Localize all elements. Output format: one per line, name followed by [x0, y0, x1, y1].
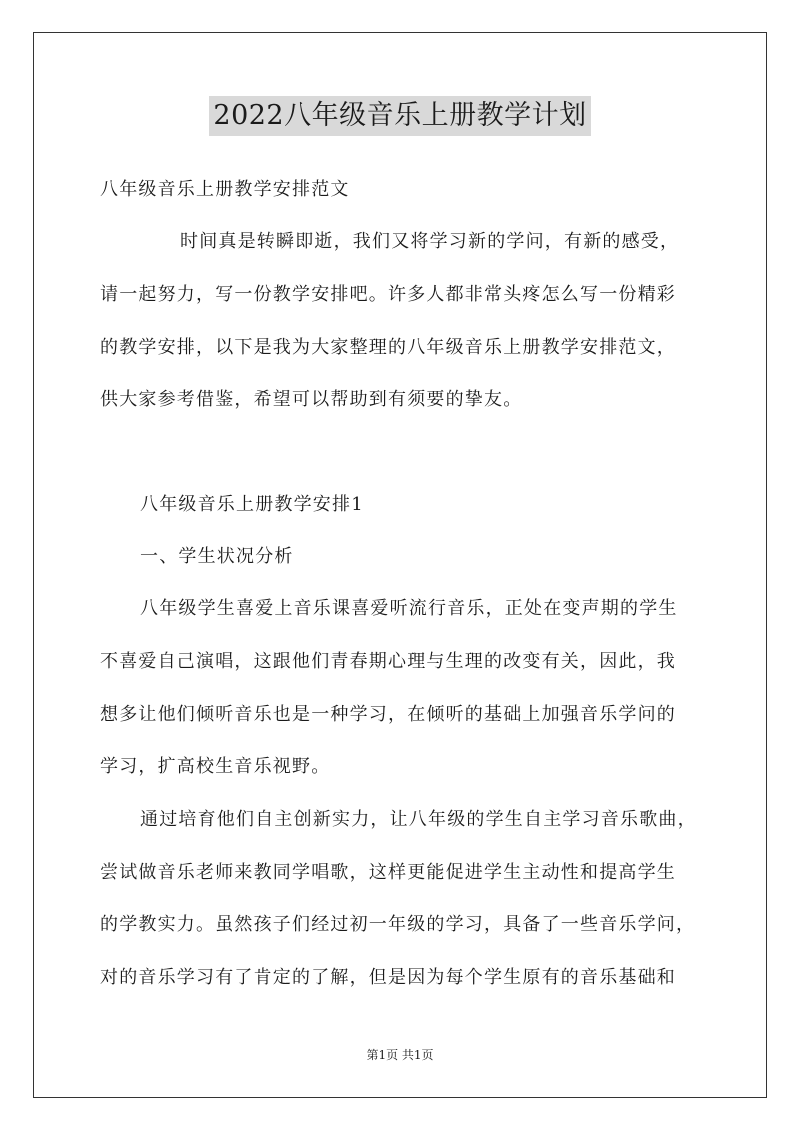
paragraph-line: 八年级学生喜爱上音乐课喜爱听流行音乐，正处在变声期的学生: [140, 598, 678, 619]
intro-line: 时间真是转瞬即逝，我们又将学习新的学问，有新的感受，: [180, 231, 680, 252]
document-title-block: [0, 96, 800, 136]
page-footer: 第1页 共1页: [366, 1048, 434, 1062]
section-heading: 一、学生状况分析: [140, 546, 294, 567]
paragraph-line: 对的音乐学习有了肯定的了解，但是因为每个学生原有的音乐基础和: [100, 967, 676, 988]
section-title: 八年级音乐上册教学安排1: [140, 494, 364, 515]
subtitle: 八年级音乐上册教学安排范文: [100, 179, 350, 200]
document-title: 2022八年级音乐上册教学计划: [209, 96, 590, 136]
intro-line: 供大家参考借鉴，希望可以帮助到有须要的挚友。: [100, 389, 523, 410]
paragraph-line: 的学教实力。虽然孩子们经过初一年级的学习，具备了一些音乐学问，: [100, 914, 696, 935]
intro-line: 请一起努力，写一份教学安排吧。许多人都非常头疼怎么写一份精彩: [100, 284, 676, 305]
paragraph-line: 尝试做音乐老师来教同学唱歌，这样更能促进学生主动性和提高学生: [100, 862, 676, 883]
paragraph-line: 学习，扩高校生音乐视野。: [100, 756, 331, 777]
paragraph-line: 不喜爱自己演唱，这跟他们青春期心理与生理的改变有关，因此，我: [100, 651, 676, 672]
paragraph-line: 通过培育他们自主创新实力，让八年级的学生自主学习音乐歌曲，: [140, 809, 697, 830]
intro-line: 的教学安排，以下是我为大家整理的八年级音乐上册教学安排范文，: [100, 337, 676, 358]
paragraph-line: 想多让他们倾听音乐也是一种学习，在倾听的基础上加强音乐学问的: [100, 704, 676, 725]
